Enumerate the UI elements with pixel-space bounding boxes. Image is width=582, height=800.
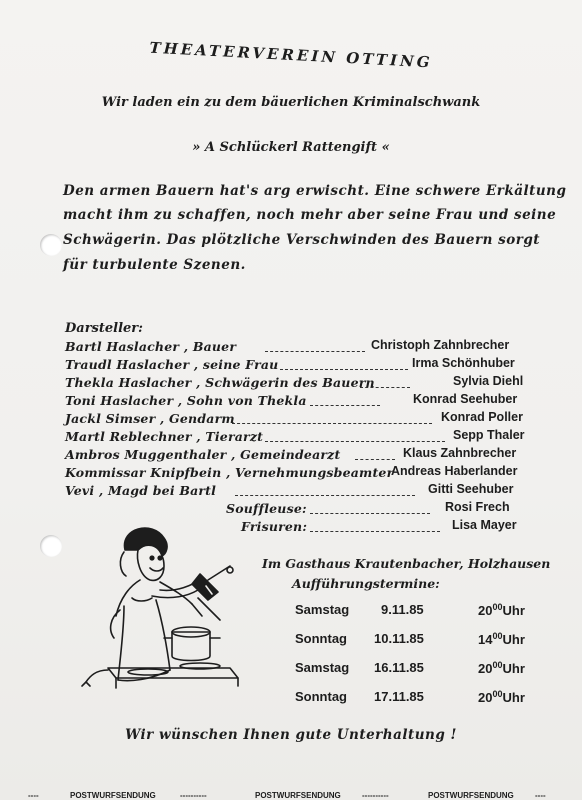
schedule-day: Sonntag (295, 689, 347, 704)
dotted-leader (310, 531, 440, 532)
footer-dashes: ---- (28, 791, 39, 800)
schedule-time: $14^{00}Uhr$ (478, 631, 525, 647)
cast-role: Jackl Simser , Gendarm (65, 411, 235, 426)
schedule-time: $20^{00}Uhr$ (478, 660, 525, 676)
footer-dashes: ---------- (362, 791, 389, 800)
description-line: Den armen Bauern hat's arg erwischt. Eine schwere Erkältung (63, 183, 567, 199)
cast-actor: Irma Schönhuber (412, 356, 515, 370)
dotted-leader (310, 405, 380, 406)
cast-role: Vevi , Magd bei Bartl (65, 483, 217, 498)
description-line: Schwägerin. Das plötzliche Verschwinden des Bauern sorgt (63, 232, 541, 248)
cook-with-rat-poison-illustration (80, 520, 260, 700)
cast-actor: Konrad Poller (441, 410, 523, 424)
schedule-date: 9.11.85 (381, 602, 424, 617)
dotted-leader (265, 351, 365, 352)
flyer-title: THEATERVEREIN OTTING (149, 38, 433, 72)
cast-actor: Sylvia Diehl (453, 374, 524, 388)
closing-line: Wir wünschen Ihnen gute Unterhaltung ! (125, 727, 457, 743)
cast-role: Thekla Haslacher , Schwägerin des Bauern (65, 375, 375, 390)
footer-label: POSTWURFSENDUNG (428, 791, 514, 800)
cast-actor: Gitti Seehuber (428, 482, 514, 496)
footer-dashes: ---------- (180, 791, 207, 800)
footer-label: POSTWURFSENDUNG (70, 791, 156, 800)
footer-label: POSTWURFSENDUNG (255, 791, 341, 800)
description-line: macht ihm zu schaffen, noch mehr aber seine Frau und seine (63, 207, 557, 223)
punch-hole (40, 234, 62, 256)
cast-role: Toni Haslacher , Sohn von Thekla (65, 393, 307, 408)
schedule-time: $20^{00}Uhr$ (478, 689, 525, 705)
cast-actor: Andreas Haberlander (391, 464, 518, 478)
schedule-heading: Aufführungstermine: (292, 576, 440, 591)
dotted-leader (280, 369, 408, 370)
schedule-date: 16.11.85 (374, 660, 424, 675)
schedule-day: Samstag (295, 660, 350, 675)
cast-heading: Darsteller: (65, 321, 143, 336)
crew-role: Souffleuse: (226, 501, 307, 516)
dotted-leader (310, 513, 430, 514)
schedule-date: 17.11.85 (374, 689, 424, 704)
cast-role: Traudl Haslacher , seine Frau (65, 357, 279, 372)
play-title: » A Schlückerl Rattengift « (192, 140, 390, 155)
footer-dashes: ---- (535, 791, 546, 800)
cast-role: Kommissar Knipfbein , Vernehmungsbeamter (65, 465, 394, 480)
cast-actor: Konrad Seehuber (413, 392, 518, 406)
dotted-leader (355, 459, 395, 460)
cast-actor: Christoph Zahnbrecher (371, 338, 510, 352)
dotted-leader (232, 423, 432, 424)
cast-role: Martl Reblechner , Tierarzt (65, 429, 264, 444)
cast-role: Bartl Haslacher , Bauer (65, 339, 237, 354)
dotted-leader (360, 387, 410, 388)
cast-actor: Sepp Thaler (453, 428, 525, 442)
schedule-date: 10.11.85 (374, 631, 424, 646)
crew-role: Frisuren: (241, 519, 308, 534)
description-line: für turbulente Szenen. (63, 257, 246, 273)
schedule-time: $20^{00}Uhr$ (478, 602, 525, 618)
crew-actor: Rosi Frech (445, 500, 510, 514)
dotted-leader (265, 441, 445, 442)
cast-actor: Klaus Zahnbrecher (403, 446, 517, 460)
cast-role: Ambros Muggenthaler , Gemeindearzt (65, 447, 341, 462)
schedule-day: Samstag (295, 602, 350, 617)
venue-text: Im Gasthaus Krautenbacher, Holzhausen (262, 556, 551, 571)
schedule-day: Sonntag (295, 631, 347, 646)
crew-actor: Lisa Mayer (452, 518, 517, 532)
punch-hole (40, 535, 62, 557)
flyer-subtitle: Wir laden ein zu dem bäuerlichen Kriminalschwank (101, 95, 481, 110)
dotted-leader (235, 495, 415, 496)
